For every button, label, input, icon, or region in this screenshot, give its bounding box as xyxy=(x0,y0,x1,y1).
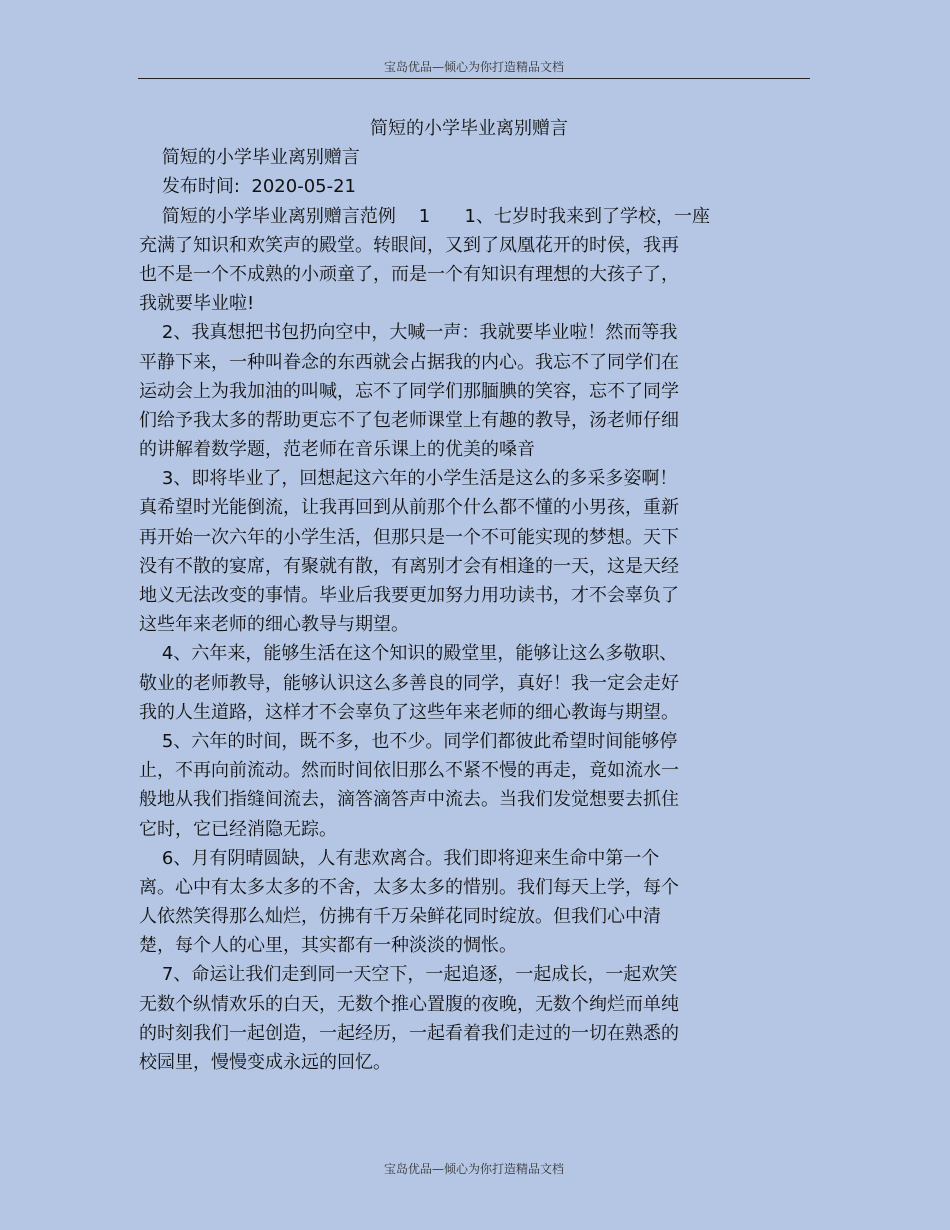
document-body xyxy=(139,114,799,1077)
text-line: 简短的小学毕业离别赠言 xyxy=(139,147,360,169)
text-line: 无数个纵情欢乐的白天，无数个推心置腹的夜晚，无数个绚烂而单纯 xyxy=(139,993,679,1015)
text-line: 我的人生道路，这样才不会辜负了这些年来老师的细心教诲与期望。 xyxy=(139,701,679,723)
text-line: 们给予我太多的帮助更忘不了包老师课堂上有趣的教导，汤老师仔细 xyxy=(139,409,679,431)
page-header: 宝岛优品—倾心为你打造精品文档 xyxy=(383,60,564,74)
text-line: 的时刻我们一起创造，一起经历，一起看着我们走过的一切在熟悉的 xyxy=(139,1022,679,1044)
text-line: 运动会上为我加油的叫喊，忘不了同学们那腼腆的笑容，忘不了同学 xyxy=(139,380,679,402)
text-line: 离。心中有太多太多的不舍，太多太多的惜别。我们每天上学，每个 xyxy=(139,876,679,898)
header-divider xyxy=(138,78,810,79)
text-line: 充满了知识和欢笑声的殿堂。转眼间，又到了凤凰花开的时侯，我再 xyxy=(139,234,679,256)
text-line: 发布时间: 2020-05-21 xyxy=(139,176,357,198)
text-line: 6、月有阴晴圆缺，人有悲欢离合。我们即将迎来生命中第一个 xyxy=(139,847,660,869)
text-line: 4、六年来，能够生活在这个知识的殿堂里，能够让这么多敬职、 xyxy=(139,643,678,665)
text-line: 校园里，慢慢变成永远的回忆。 xyxy=(139,1052,391,1073)
text-line: 2、我真想把书包扔向空中，大喊一声：我就要毕业啦！然而等我 xyxy=(139,322,678,344)
text-line: 我就要毕业啦! xyxy=(139,293,255,315)
text-line: 楚，每个人的心里，其实都有一种淡淡的惆怅。 xyxy=(139,935,517,957)
text-line: 它时，它已经消隐无踪。 xyxy=(139,818,337,840)
text-line: 简短的小学毕业离别赠言范例 1 1、七岁时我来到了学校，一座 xyxy=(139,205,711,227)
text-line: 人依然笑得那么灿烂，仿拂有千万朵鲜花同时绽放。但我们心中清 xyxy=(139,906,661,928)
document-title: 简短的小学毕业离别赠言 xyxy=(370,118,568,139)
text-line: 7、命运让我们走到同一天空下，一起追逐，一起成长，一起欢笑 xyxy=(139,964,678,986)
text-line: 5、六年的时间，既不多，也不少。同学们都彼此希望时间能够停 xyxy=(139,730,678,752)
text-line: 真希望时光能倒流，让我再回到从前那个什么都不懂的小男孩，重新 xyxy=(139,497,679,519)
text-line: 这些年来老师的细心教导与期望。 xyxy=(139,614,409,636)
text-line: 的讲解着数学题，范老师在音乐课上的优美的嗓音 xyxy=(139,439,535,461)
text-line: 3、即将毕业了，回想起这六年的小学生活是这么的多采多姿啊！ xyxy=(139,468,678,490)
text-line: 平静下来，一种叫眷念的东西就会占据我的内心。我忘不了同学们在 xyxy=(139,351,679,373)
text-line: 也不是一个不成熟的小顽童了，而是一个有知识有理想的大孩子了， xyxy=(139,263,679,285)
text-line: 般地从我们指缝间流去，滴答滴答声中流去。当我们发觉想要去抓住 xyxy=(139,789,679,811)
page-footer: 宝岛优品—倾心为你打造精品文档 xyxy=(383,1162,564,1176)
text-line: 地义无法改变的事情。毕业后我要更加努力用功读书，才不会辜负了 xyxy=(139,585,679,606)
text-line: 再开始一次六年的小学生活，但那只是一个不可能实现的梦想。天下 xyxy=(139,526,679,548)
text-line: 敬业的老师教导，能够认识这么多善良的同学，真好！我一定会走好 xyxy=(139,672,679,694)
text-line: 没有不散的宴席，有聚就有散，有离别才会有相逢的一天，这是天经 xyxy=(139,555,679,577)
text-line: 止，不再向前流动。然而时间依旧那么不紧不慢的再走，竟如流水一 xyxy=(139,760,679,782)
